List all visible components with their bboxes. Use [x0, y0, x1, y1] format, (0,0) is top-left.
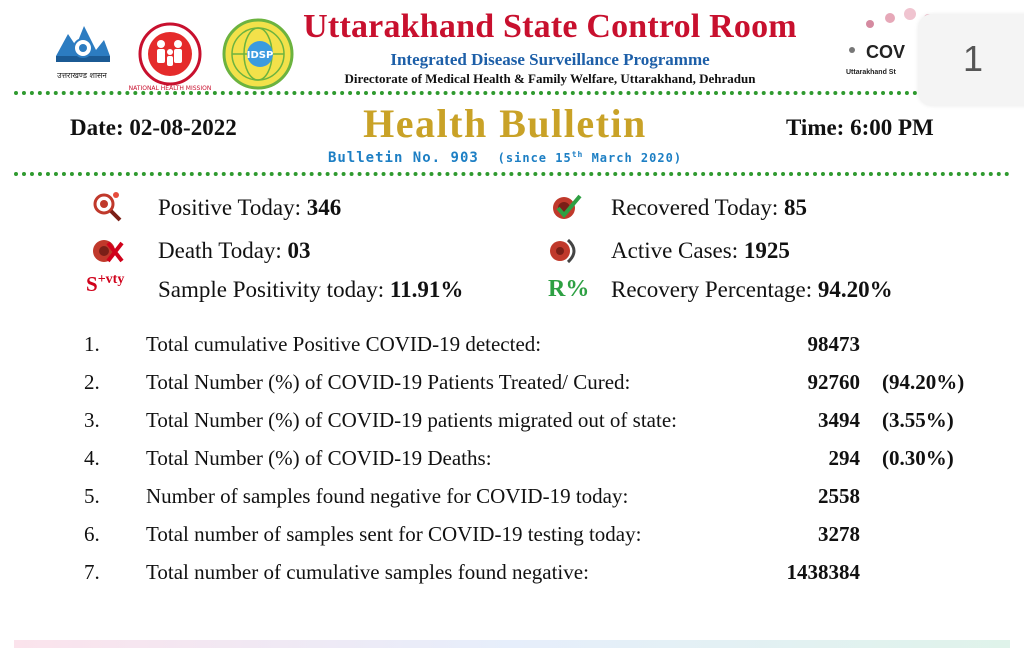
row-description: Total Number (%) of COVID-19 patients migrated out of state:	[146, 408, 677, 432]
department-name: Directorate of Medical Health & Family Welfare, Uttarakhand, Dehradun	[344, 71, 756, 86]
active-cases: Active Cases: 1925	[611, 238, 790, 263]
row-percentage: (0.30%)	[882, 446, 954, 470]
bulletin-divider	[14, 172, 1010, 176]
row-value: 294	[828, 446, 860, 470]
table-row	[0, 446, 1024, 480]
sample-positivity-badge: $S^{+vty}$	[86, 272, 125, 296]
row-percentage: (3.55%)	[882, 408, 954, 432]
positive-today: Positive Today: 346	[158, 195, 342, 220]
table-row	[0, 408, 1024, 442]
recovery-percentage-value: 94.20%	[817, 277, 893, 302]
nhm-logo-text: NATIONAL HEALTH MISSION	[128, 85, 212, 92]
tab-count: 1	[962, 38, 984, 79]
table-row	[0, 332, 1024, 366]
summary-table	[0, 332, 1024, 594]
recovered-today-value: 85	[783, 195, 807, 220]
death-today: Death Today: 03	[158, 238, 311, 263]
table-row	[0, 560, 1024, 594]
idsp-logo-text: IDSP	[246, 50, 274, 61]
table-row	[0, 370, 1024, 404]
bulletin-time: Time: 6:00 PM	[786, 115, 934, 140]
virus-cross-icon	[90, 234, 124, 268]
row-number: 1.	[84, 332, 100, 356]
recovery-percentage-badge: R%	[548, 276, 590, 302]
active-cases-value: 1925	[743, 238, 790, 263]
sample-positivity: Sample Positivity today: 11.91%	[158, 277, 464, 302]
covid-logo-caption: Uttarakhand St	[846, 69, 896, 76]
row-description: Total Number (%) of COVID-19 Deaths:	[146, 446, 492, 470]
bulletin-number-line	[300, 150, 710, 166]
row-number: 5.	[84, 484, 100, 508]
row-description: Total number of samples sent for COVID-19 testing today:	[146, 522, 642, 546]
virus-active-icon	[548, 234, 582, 268]
tab-count-button[interactable]	[918, 14, 1024, 106]
row-description: Total cumulative Positive COVID-19 detected:	[146, 332, 542, 356]
row-description: Number of samples found negative for COVID-19 today:	[146, 484, 629, 508]
page-subtitle: Integrated Disease Surveillance Programme	[390, 50, 710, 69]
covid-logo-text: COV	[866, 42, 906, 62]
bulletin-number: Bulletin No. 903	[327, 150, 479, 166]
row-number: 2.	[84, 370, 100, 394]
footer-strip	[14, 640, 1010, 648]
row-percentage: (94.20%)	[882, 370, 965, 394]
header-divider	[14, 91, 918, 95]
row-value: 3494	[818, 408, 860, 432]
row-value: 2558	[818, 484, 860, 508]
table-row	[0, 484, 1024, 518]
row-description: Total number of cumulative samples found negative:	[146, 560, 589, 584]
sample-positivity-value: 11.91%	[389, 277, 464, 302]
row-value: 98473	[807, 332, 860, 356]
row-number: 7.	[84, 560, 100, 584]
national-health-mission-logo	[128, 14, 212, 94]
row-number: 3.	[84, 408, 100, 432]
death-today-value: 03	[287, 238, 311, 263]
bulletin-title: Health Bulletin	[363, 101, 647, 146]
uttarakhand-logo-caption: उत्तराखण्ड शासन	[57, 71, 107, 80]
uttarakhand-govt-logo	[46, 16, 118, 88]
bulletin-since: (since 15th March 2020)	[497, 150, 683, 165]
row-value: 3278	[818, 522, 860, 546]
page-title: Uttarakhand State Control Room	[303, 8, 797, 45]
row-number: 4.	[84, 446, 100, 470]
idsp-logo	[218, 14, 298, 94]
bulletin-date: Date: 02-08-2022	[70, 115, 237, 140]
row-description: Total Number (%) of COVID-19 Patients Treated/ Cured:	[146, 370, 631, 394]
row-value: 1438384	[786, 560, 860, 584]
row-value: 92760	[807, 370, 860, 394]
table-row	[0, 522, 1024, 556]
row-number: 6.	[84, 522, 100, 546]
recovery-percentage: Recovery Percentage: 94.20%	[611, 277, 893, 302]
virus-check-icon	[548, 190, 582, 224]
recovered-today: Recovered Today: 85	[611, 195, 807, 220]
positive-today-value: 346	[306, 195, 342, 220]
virus-magnifier-icon	[90, 190, 124, 224]
